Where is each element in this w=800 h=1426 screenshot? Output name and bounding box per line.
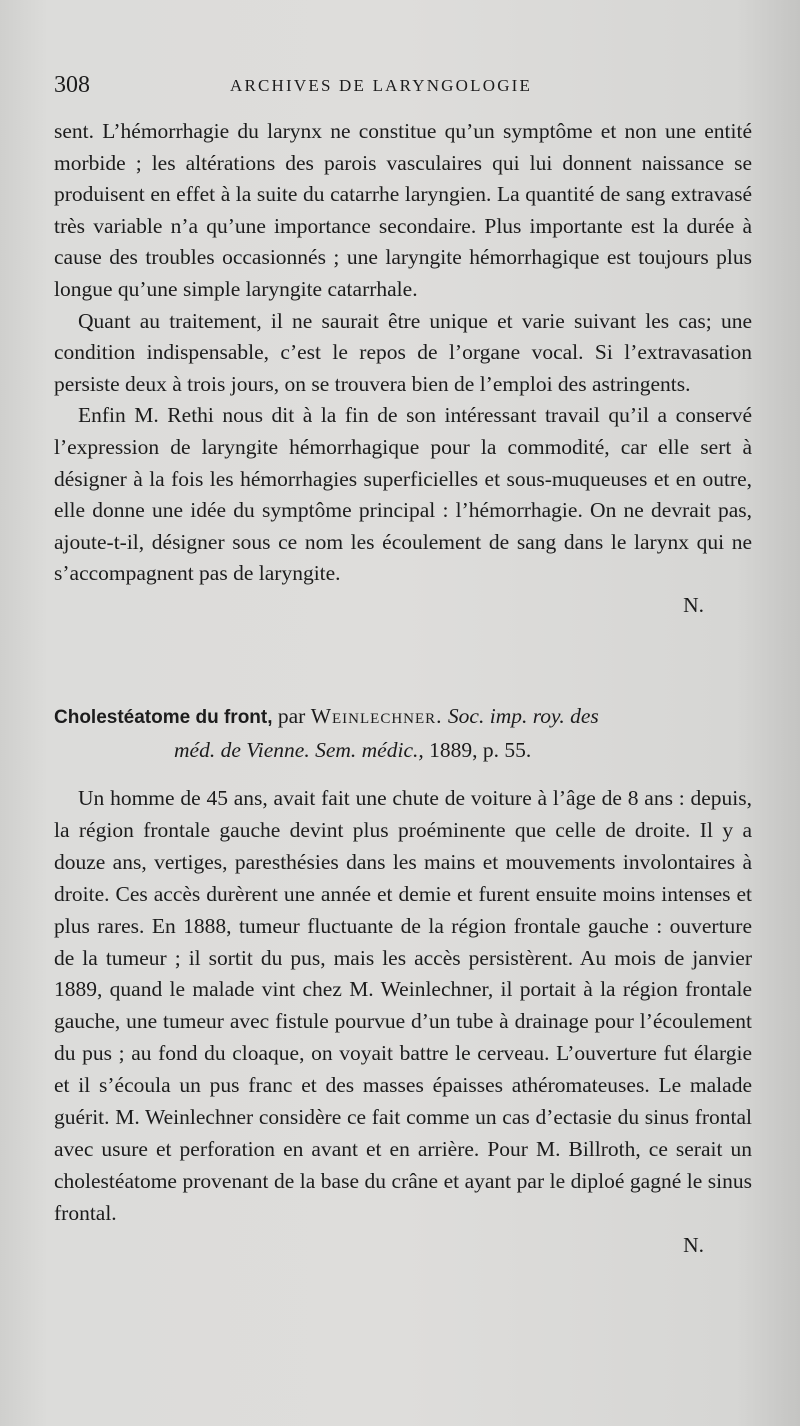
article-by: par bbox=[277, 704, 306, 728]
paragraph: Quant au traitement, il ne saurait être unique et varie suivant les cas; une condition indispensable, c’est le repos de l’organe vocal. Si l’extravasation persiste deux à trois jours, on se trouvera bien de l’emploi des astringents. bbox=[54, 308, 752, 396]
signature: N. bbox=[683, 592, 704, 617]
section-laryngite-text bbox=[54, 116, 752, 622]
article-source: Soc. imp. roy. des bbox=[447, 704, 599, 728]
paragraph: sent. L’hémorrhagie du larynx ne constitue qu’un symptôme et non une entité morbide ; les altérations des parois vasculaires qui lui donnent naissance se produisent en effet à la suite du catarrhe laryngien. La quantité de sang extravasé très variable n’a qu’une importance secondaire. Plus importante est la durée à cause des troubles occasionnés ; une laryngite hémorrhagique est toujours plus longue qu’une simple laryngite catarrhale. bbox=[54, 119, 752, 301]
paragraph: Enfin M. Rethi nous dit à la fin de son intéressant travail qu’il a conservé l’expression de laryngite hémorrhagique pour la commodité, car elle sert à désigner à la fois les hémorrhagies superficielles et sous-muqueuses et en outre, elle donne une idée du symptôme principal : l’hémorrhagie. On ne devrait pas, ajoute-t-il, désigner sous ce nom les écoulement de sang dans le larynx qui ne s’accompagnent pas de laryngite. bbox=[54, 403, 752, 586]
section-cholesteatome-text bbox=[54, 783, 752, 1261]
running-head: ARCHIVES DE LARYNGOLOGIE bbox=[230, 76, 533, 95]
article-source-ref: 1889, p. 55. bbox=[429, 738, 532, 762]
page-header bbox=[54, 72, 754, 106]
article-source-cont: méd. de Vienne. Sem. médic., bbox=[174, 738, 424, 762]
page-number: 308 bbox=[54, 72, 90, 98]
article-title: Cholestéatome du front, bbox=[54, 707, 273, 728]
paragraph: Un homme de 45 ans, avait fait une chute de voiture à l’âge de 8 ans : depuis, la région frontale gauche devint plus proéminente que celle de droite. Il y a douze ans, vertiges, paresthésies dans les mains et mouvements involontaires à droite. Ces accès durèrent une année et demie et furent ensuite moins intenses et plus rares. En 1888, tumeur fluctuante de la région frontale gauche : ouverture de la tumeur ; il sortit du pus, mais les accès persistèrent. Au mois de janvier 1889, quand le malade vint chez M. Weinlechner, il portait à la région frontale gauche, une tumeur avec fistule pourvue d’un tube à drainage pour l’écoulement du pus ; au fond du cloaque, on voyait battre le cerveau. L’ouverture fut élargie et il s’écoula un pus franc et des masses épaisses athéromateuses. Le malade guérit. M. Weinlechner considère ce fait comme un cas d’ectasie du sinus frontal avec usure et perforation en avant et en arrière. Pour M. Billroth, ce serait un cholestéatome provenant de la base du crâne et ayant par le diploé gagné le sinus frontal. bbox=[54, 786, 752, 1225]
article-heading-line-2 bbox=[54, 734, 752, 766]
article-heading bbox=[54, 700, 752, 766]
article-author: Weinlechner. bbox=[310, 704, 443, 728]
signature: N. bbox=[683, 1232, 704, 1257]
article-heading-line-1 bbox=[54, 700, 752, 734]
